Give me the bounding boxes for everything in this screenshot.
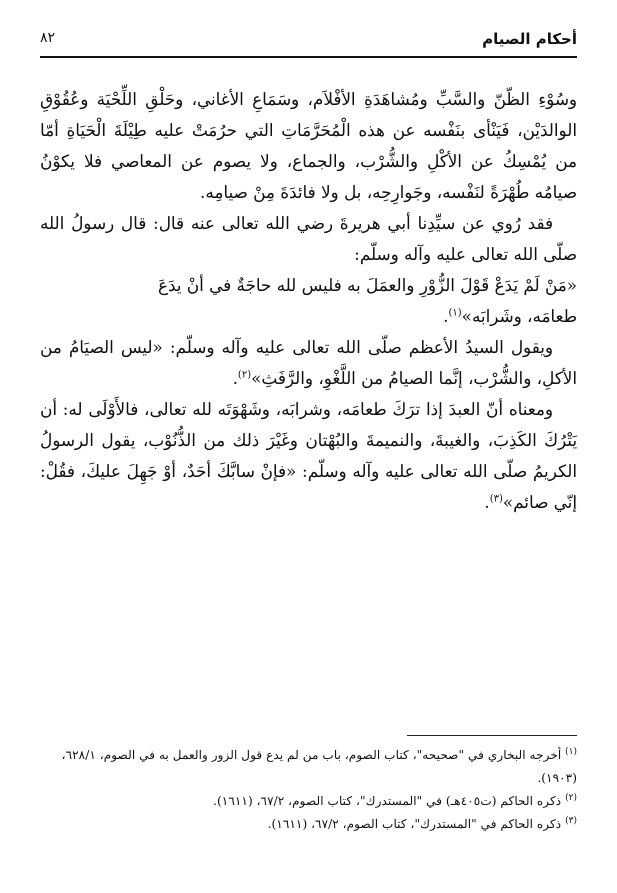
footnote-number: (١)	[565, 746, 577, 757]
running-title: أحكام الصيام	[482, 30, 577, 48]
paragraph-4	[40, 332, 577, 394]
paragraph-5	[40, 394, 577, 518]
footnote-text: أخرجه البخاري في "صحيحه"، كتاب الصوم، باب من لم يدع قول الزور والعمل به في الصوم، ٦٢٨/١، (١٩٠٣).	[61, 748, 577, 785]
footnote-number: (٢)	[565, 792, 577, 803]
hadith-quote-line-1: «مَنْ لَمْ يَدَعْ قَوْلَ الزُّوْرِ والعمَلَ به فليس لله حاجَةٌ في أنْ يدَعَ	[157, 275, 577, 295]
footnote-2	[40, 790, 577, 813]
footnote-3	[40, 813, 577, 836]
footnote-text: ذكره الحاكم (ت٤٠٥هـ) في "المستدرك"، كتاب الصوم، ٦٧/٢، (١٦١١).	[213, 794, 562, 808]
paragraph-1: وسُوْءِ الظّنّ والسَّبِّ ومُشاهَدَةِ الأفْلاَم، وسَمَاعِ الأغاني، وحَلْقِ اللِّحْيَة وعُقُوْقِ الوالدَيْن، فَيَنْأى بنَفْسه عن هذه الْمُحَرَّمَاتِ التي حرُمَتْ عليه طِيْلَةَ الْحَيَاةِ أمّا من يُمْسِكُ عن الأكْلِ والشُّرْب، والجماع، ولا يصوم عن المعاصي فلا يكوْنُ صيامُه طُهْرَةً لنَفْسه، وجَوارِحِه، بل ولا فائدَةَ مِنْ صيامِه.	[40, 89, 577, 202]
hadith-quote-line-2: طعامَه، وشَرابَه»	[461, 306, 577, 326]
page-number: ٨٢	[40, 30, 56, 46]
footnote-ref-3: (٣)	[489, 493, 503, 505]
paragraph-4-text: ويقول السيدُ الأعظم صلّى الله تعالى عليه وآله وسلّم: «ليس الصيَامُ من الأكلِ، والشُّرْب، إنَّما الصيامُ من اللَّغْوِ، والرَّفَثِ»	[40, 337, 577, 388]
footnote-number: (٣)	[565, 815, 577, 826]
footnote-divider	[407, 735, 577, 736]
period: .	[484, 492, 490, 512]
period: .	[232, 368, 238, 388]
paragraph-5-text: ومعناه أنّ العبدَ إذا ترَكَ طعامَه، وشرابَه، وشَهْوَتَه لله تعالى، فالأَوْلَى له: أن يَتْرُكَ الكَذِبَ، والغيبةَ، والنميمةَ والبُهْتان وغَيْرَ ذلك من الذُّنُوْب، يقول الرسولُ الكريمُ صلّى الله تعالى عليه وآله وسلّم: «فإنْ سابَّكَ أحَدٌ، أوْ جَهِلَ عليكَ، فقُلْ: إنّي صائم»	[40, 399, 577, 512]
hadith-quote-1	[40, 270, 577, 332]
footnote-ref-2: (٢)	[237, 369, 252, 381]
footnote-text: ذكره الحاكم في "المستدرك"، كتاب الصوم، ٦٧/٢، (١٦١١).	[267, 817, 562, 831]
main-text	[40, 84, 577, 518]
period: .	[443, 306, 449, 326]
page-header	[40, 30, 577, 58]
footnote-ref-1: (١)	[448, 307, 462, 319]
footnote-1	[40, 744, 577, 790]
paragraph-2: فقد رُوي عن سيِّدِنا أبي هريرةَ رضي الله تعالى عنه قال: قال رسولُ الله صلّى الله تعالى عليه وآله وسلّم:	[40, 213, 577, 264]
footnotes	[40, 744, 577, 836]
